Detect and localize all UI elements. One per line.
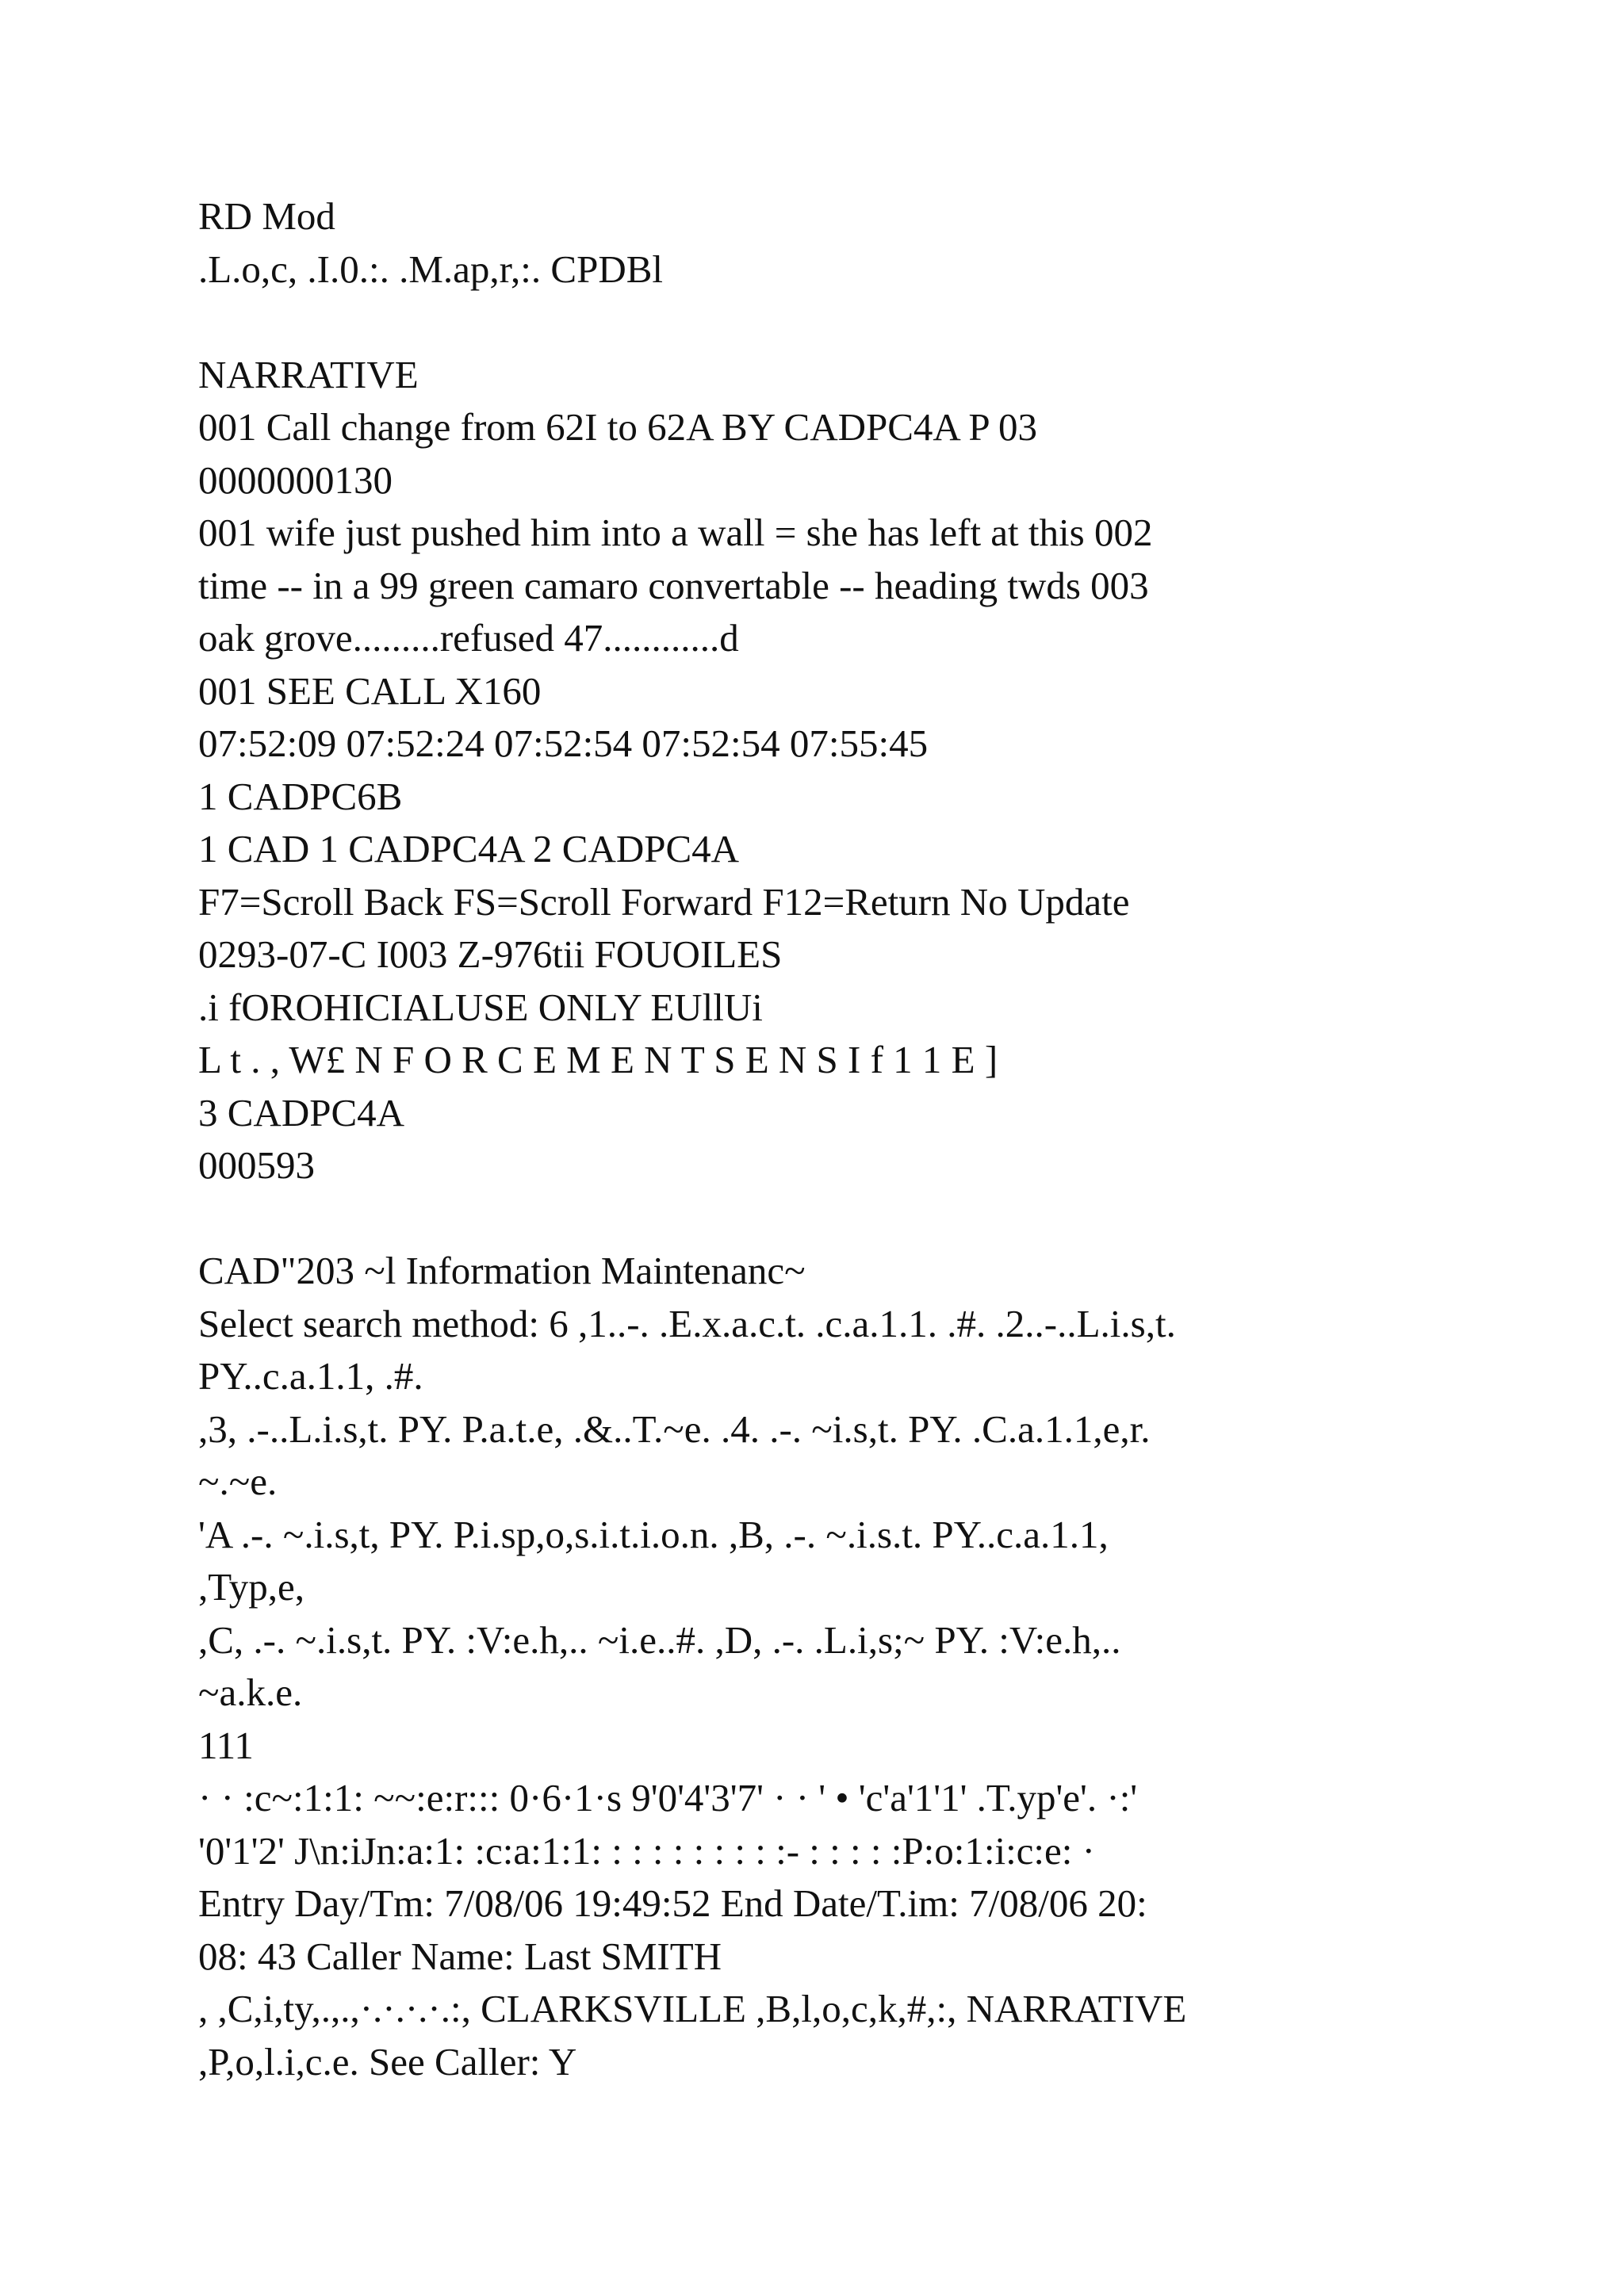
info-line: 111 <box>198 1723 254 1767</box>
blank-line <box>198 296 1435 349</box>
narrative-line: 1 CAD 1 CADPC4A 2 CADPC4A <box>198 827 740 871</box>
narrative-line: .i fOROHICIALUSE ONLY EUllUi <box>198 985 763 1029</box>
info-line: ,C, .-. ~.i.s,t. PY. :V:e.h,.. ~i.e..#. ,D, .-. .L.i,s;~ PY. :V:e.h,.. <box>198 1617 1121 1662</box>
narrative-line: F7=Scroll Back FS=Scroll Forward F12=Return No Update <box>198 879 1130 924</box>
narrative-line: 0000000130 <box>198 457 393 502</box>
information-maintenance-section <box>198 1245 1435 2088</box>
info-line: · · :c~:1:1: ~~:e:r::: 0·6·1·s 9'0'4'3'7' · · ' • 'c'a'1'1' .T.yp'e'. ·:' <box>198 1776 1138 1820</box>
info-line: 'A .-. ~.i.s,t, PY. P.i.sp,o,s.i.t.i.o.n. ,B, .-. ~.i.s.t. PY..c.a.1.1, <box>198 1512 1109 1556</box>
narrative-line: 0293-07-C I003 Z-976tii FOUOILES <box>198 932 783 976</box>
info-line: ~a.k.e. <box>198 1670 303 1714</box>
narrative-line: 1 CADPC6B <box>198 774 403 818</box>
info-line: CAD"203 ~l Information Maintenanc~ <box>198 1249 806 1292</box>
info-line: Entry Day/Tm: 7/08/06 19:49:52 End Date/T.im: 7/08/06 20: <box>198 1881 1147 1925</box>
blank-line <box>198 1192 1435 1246</box>
info-line: 08: 43 Caller Name: Last SMITH <box>198 1934 722 1978</box>
info-line: PY..c.a.1.1, .#. <box>198 1354 423 1398</box>
narrative-line: 000593 <box>198 1143 315 1187</box>
header-line-2: .L.o,c, .I.0.:. .M.ap,r,:. CPDBl <box>198 247 664 291</box>
narrative-line: time -- in a 99 green camaro convertable -- heading twds 003 <box>198 563 1149 607</box>
info-line: '0'1'2' J\n:iJn:a:1: :c:a:1:1: : : : : : : : : :- : : : : :P:o:1:i:c:e: · <box>198 1828 1095 1873</box>
document-page <box>198 190 1435 2088</box>
narrative-heading: NARRATIVE <box>198 352 419 396</box>
info-line: , ,C,i,ty,.,.,·.·.·.·.:, CLARKSVILLE ,B,l,o,c,k,#,:, NARRATIVE <box>198 1987 1187 2030</box>
narrative-line: 001 SEE CALL X160 <box>198 668 542 713</box>
narrative-line: 07:52:09 07:52:24 07:52:54 07:52:54 07:55:45 <box>198 721 929 765</box>
info-line: ,P,o,l.i,c.e. See Caller: Y <box>198 2039 577 2084</box>
info-line: ,3, .-..L.i.s,t. PY. P.a.t.e, .&..T.~e. .4. .-. ~i.s,t. PY. .C.a.1.1,e,r. <box>198 1406 1151 1451</box>
narrative-section <box>198 401 1435 1192</box>
info-line: Select search method: 6 ,1..-. .E.x.a.c.t. .c.a.1.1. .#. .2..-..L.i.s,t. <box>198 1301 1176 1345</box>
info-line: ,Typ,e, <box>198 1565 305 1609</box>
narrative-line: 001 wife just pushed him into a wall = she has left at this 002 <box>198 511 1153 554</box>
header-line-1: RD Mod <box>198 194 335 238</box>
narrative-line: 3 CADPC4A <box>198 1090 405 1135</box>
narrative-line: 001 Call change from 62I to 62A BY CADPC4A P 03 <box>198 405 1038 449</box>
narrative-line: oak grove.........refused 47............d <box>198 616 739 660</box>
narrative-line: L t . , W£ N F O R C E M E N T S E N S I f 1 1 E ] <box>198 1038 998 1081</box>
info-line: ~.~e. <box>198 1460 278 1503</box>
